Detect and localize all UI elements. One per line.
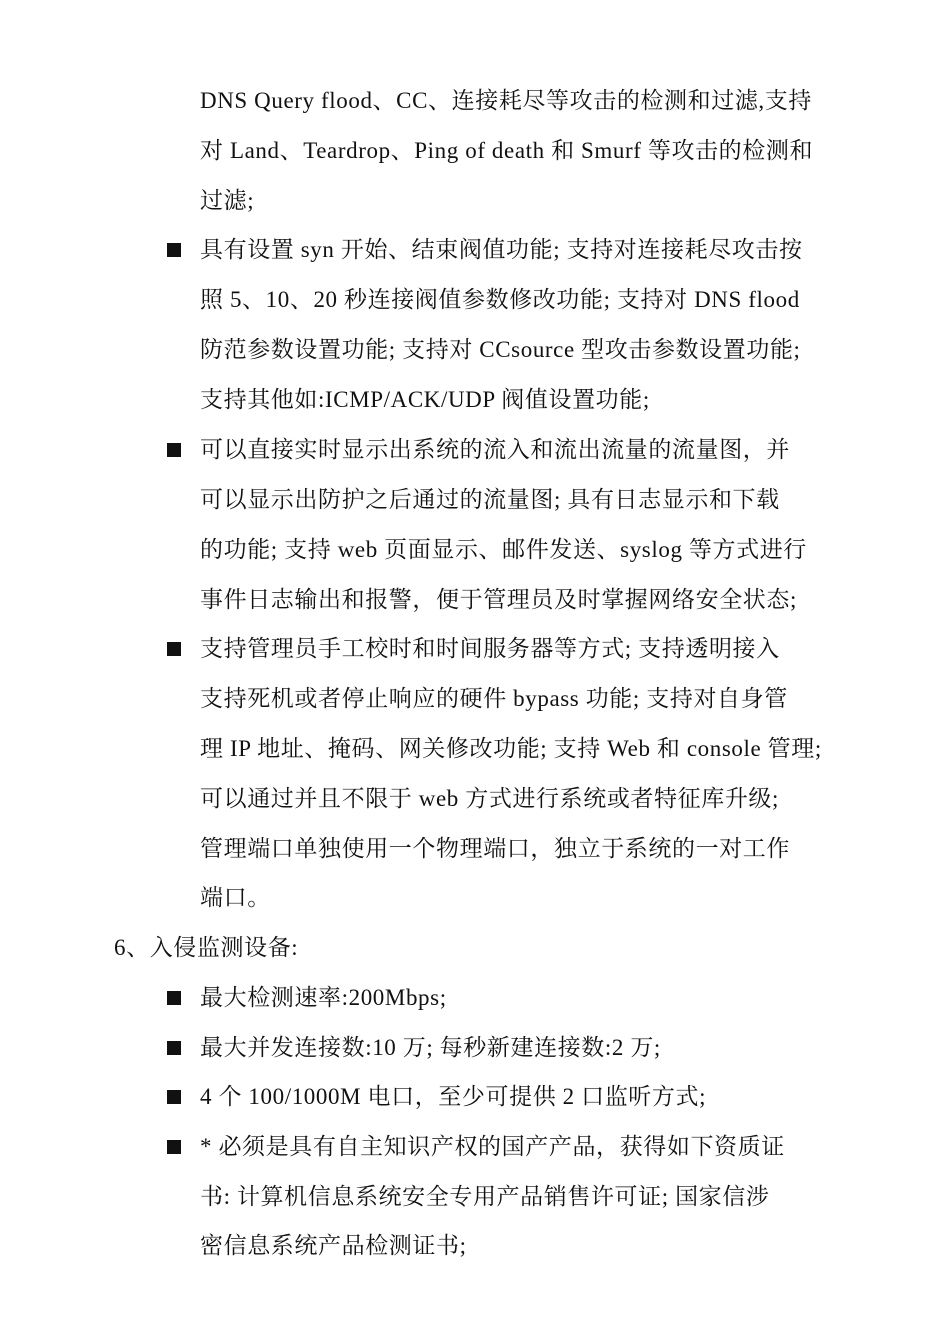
bullet-square-icon	[167, 243, 181, 257]
list-item-line: 理 IP 地址、掩码、网关修改功能; 支持 Web 和 console 管理;	[200, 736, 822, 761]
paragraph-line: 过滤;	[200, 188, 255, 213]
list-item-line: 防范参数设置功能; 支持对 CCsource 型攻击参数设置功能;	[200, 337, 801, 362]
list-item-line: 可以直接实时显示出系统的流入和流出流量的流量图，并	[200, 437, 790, 462]
list-item-line: 照 5、10、20 秒连接阀值参数修改功能; 支持对 DNS flood	[200, 287, 800, 312]
list-item-line: 书: 计算机信息系统安全专用产品销售许可证; 国家信涉	[200, 1184, 770, 1209]
bullet-square-icon	[167, 1140, 181, 1154]
bullet-square-icon	[167, 443, 181, 457]
list-item-line: 支持管理员手工校时和时间服务器等方式; 支持透明接入	[200, 636, 780, 661]
bullet-square-icon	[167, 1090, 181, 1104]
list-item-line: 事件日志输出和报警，便于管理员及时掌握网络安全状态;	[200, 587, 797, 612]
list-item-line: 可以显示出防护之后通过的流量图; 具有日志显示和下载	[200, 487, 780, 512]
list-item-line: 最大检测速率:200Mbps;	[200, 985, 447, 1010]
list-item-line: 端口。	[200, 885, 271, 910]
bullet-square-icon	[167, 1041, 181, 1055]
section-heading: 6、入侵监测设备:	[114, 935, 299, 960]
list-item-line: 的功能; 支持 web 页面显示、邮件发送、syslog 等方式进行	[200, 537, 807, 562]
list-item-line: 支持死机或者停止响应的硬件 bypass 功能; 支持对自身管	[200, 686, 788, 711]
list-item-line: 最大并发连接数:10 万; 每秒新建连接数:2 万;	[200, 1035, 661, 1060]
list-item-line: 4 个 100/1000M 电口，至少可提供 2 口监听方式;	[200, 1084, 707, 1109]
list-item-line: 管理端口单独使用一个物理端口，独立于系统的一对工作	[200, 836, 790, 861]
list-item-line: 具有设置 syn 开始、结束阀值功能; 支持对连接耗尽攻击按	[200, 237, 803, 262]
list-item-line: 密信息系统产品检测证书;	[200, 1233, 467, 1258]
list-item-line: * 必须是具有自主知识产权的国产产品，获得如下资质证	[200, 1134, 785, 1159]
bullet-square-icon	[167, 991, 181, 1005]
paragraph-line: DNS Query flood、CC、连接耗尽等攻击的检测和过滤,支持	[200, 88, 812, 113]
bullet-square-icon	[167, 642, 181, 656]
list-item-line: 支持其他如:ICMP/ACK/UDP 阀值设置功能;	[200, 387, 650, 412]
paragraph-line: 对 Land、Teardrop、Ping of death 和 Smurf 等攻击的检测和	[200, 138, 814, 163]
list-item-line: 可以通过并且不限于 web 方式进行系统或者特征库升级;	[200, 786, 780, 811]
